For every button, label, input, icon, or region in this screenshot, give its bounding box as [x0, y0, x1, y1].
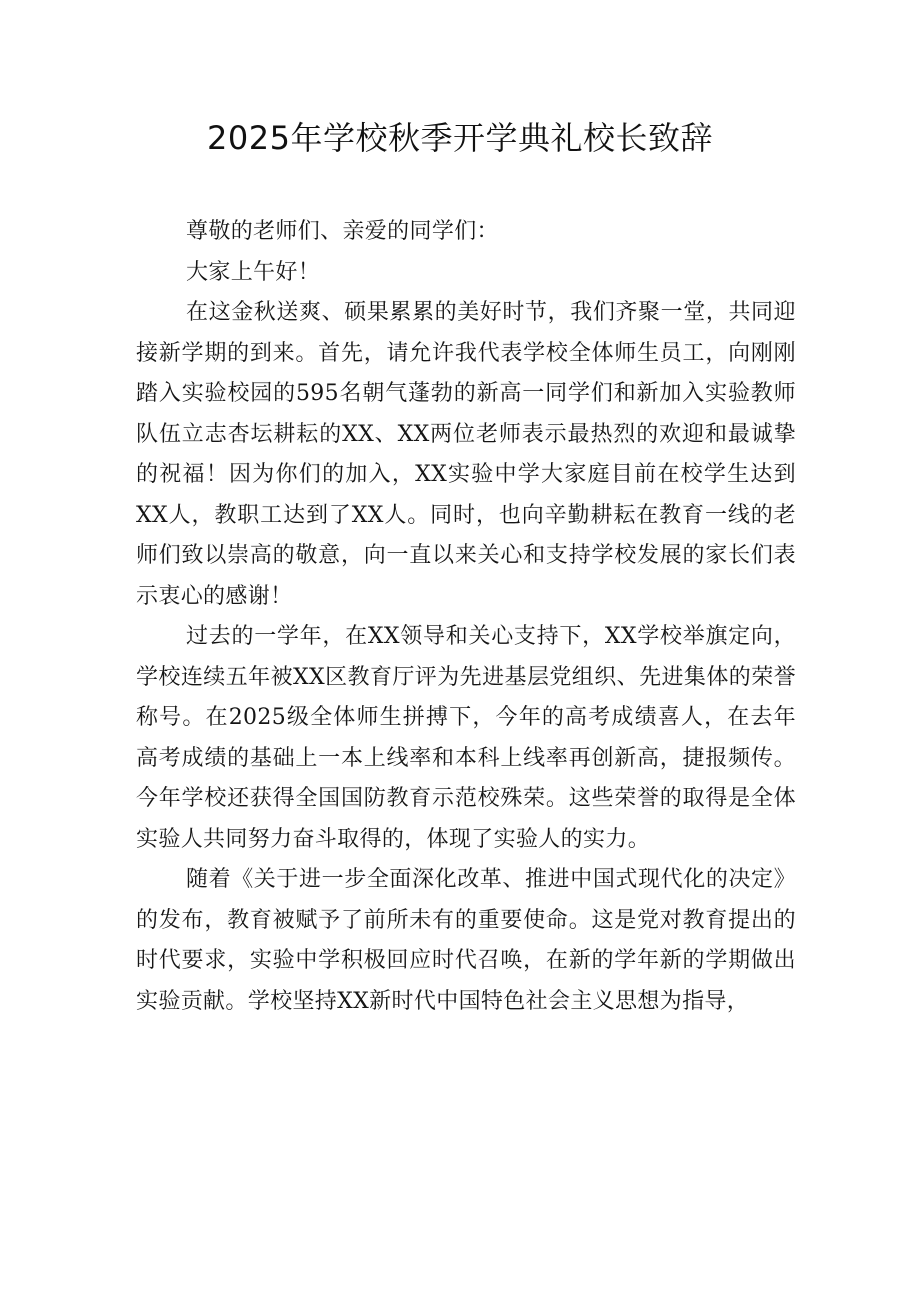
- paragraph-welcome: 在这金秋送爽、硕果累累的美好时节，我们齐聚一堂，共同迎接新学期的到来。首先，请允许我代表学校全体师生员工，向刚刚踏入实验校园的595名朝气蓬勃的新高一同学们和新加入实验教师队伍立志杏坛耕耘的XX、XX两位老师表示最热烈的欢迎和最诚挚的祝福！因为你们的加入，XX实验中学大家庭目前在校学生达到XX人，教职工达到了XX人。同时，也向辛勤耕耘在教育一线的老师们致以崇高的敬意，向一直以来关心和支持学校发展的家长们表示衷心的感谢！: [136, 300, 796, 609]
- paragraph-mission: 随着《关于进一步全面深化改革、推进中国式现代化的决定》的发布，教育被赋予了前所未有的重要使命。这是党对教育提出的时代要求，实验中学积极回应时代召唤，在新的学年新的学期做出实验贡献。学校坚持XX新时代中国特色社会主义思想为指导，: [136, 867, 796, 1014]
- document-body: [136, 212, 796, 1022]
- document-title: 2025年学校秋季开学典礼校长致辞: [207, 119, 713, 157]
- greeting: 大家上午好！: [186, 259, 321, 285]
- salutation: 尊敬的老师们、亲爱的同学们：: [186, 219, 499, 244]
- paragraph-achievements: 过去的一学年，在XX领导和关心支持下，XX学校举旗定向，学校连续五年被XX区教育厅评为先进基层党组织、先进集体的荣誉称号。在2025级全体师生拼搏下，今年的高考成绩喜人，在去年高考成绩的基础上一本上线率和本科上线率再创新高，捷报频传。今年学校还获得全国国防教育示范校殊荣。这些荣誉的取得是全体实验人共同努力奋斗取得的，体现了实验人的实力。: [136, 624, 796, 852]
